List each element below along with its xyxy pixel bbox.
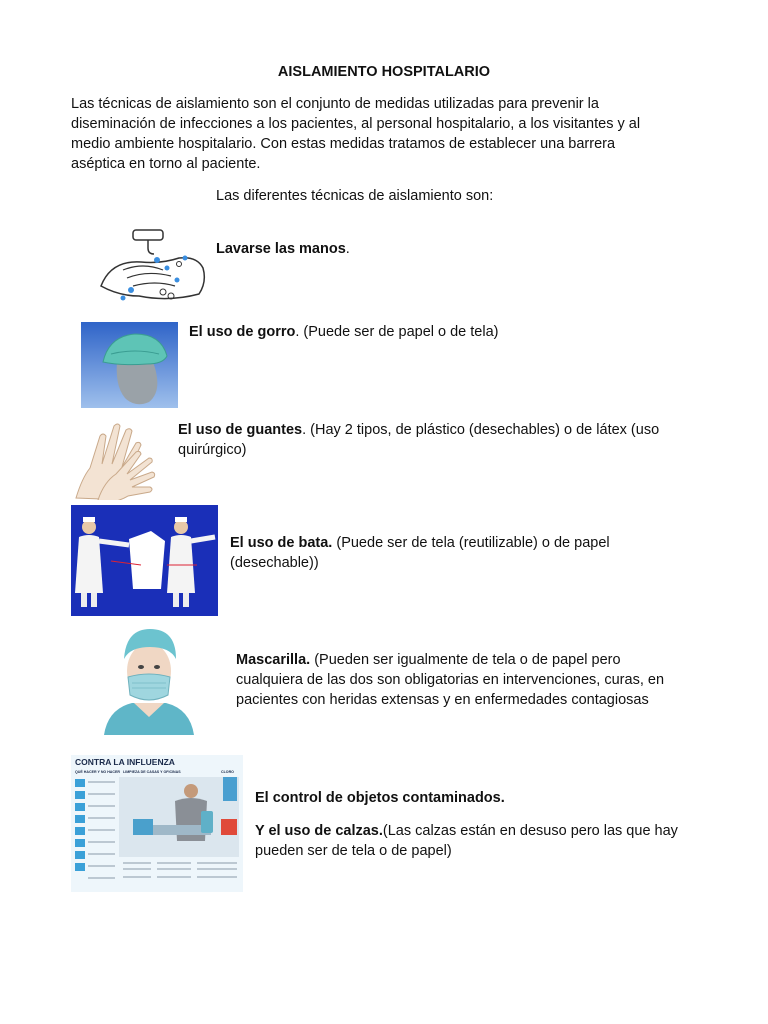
page-title: AISLAMIENTO HOSPITALARIO	[277, 64, 491, 80]
influenza-poster-image	[71, 755, 243, 892]
surgical-cap-image	[81, 322, 178, 408]
mask-image	[104, 627, 194, 735]
intro-paragraph: Las técnicas de aislamiento son el conjunto de medidas utilizadas para prevenir la diseminación de infecciones a los pacientes, al personal hospitalario, a los visitantes y al medio ambiente hospitalario. Con estas medidas tratamos de establecer una barrera aséptica en torno al paciente.	[71, 96, 641, 172]
list-intro: Las diferentes técnicas de aislamiento son:	[216, 188, 494, 204]
item-gloves: El uso de guantes. (Hay 2 tipos, de plástico (desechables) o de látex (uso quirúrgico)	[178, 422, 660, 458]
poster-col1: QUÉ HACER Y NO HACER	[75, 770, 120, 774]
item-shoe-covers: Y el uso de calzas.(Las calzas están en desuso pero las que hay pueden ser de tela o de papel)	[255, 823, 678, 859]
poster-col2: LIMPIEZA DE CASAS Y OFICINAS	[123, 770, 181, 774]
item-mask: Mascarilla. (Pueden ser igualmente de tela o de papel pero cualquiera de las dos son obligatorias en intervenciones, curas, en pacientes con heridas extensas y en enfermedades contagiosas	[236, 652, 665, 708]
item-cap: El uso de gorro. (Puede ser de papel o de tela)	[189, 324, 499, 340]
hand-washing-image	[93, 228, 209, 304]
gown-image	[71, 505, 218, 616]
item-gown: El uso de bata. (Puede ser de tela (reutilizable) o de papel (desechable))	[230, 535, 610, 571]
gloves-image	[72, 420, 168, 500]
item-hand-washing: Lavarse las manos.	[216, 241, 350, 257]
poster-heading: CONTRA LA INFLUENZA	[75, 757, 175, 767]
poster-col3: CLORO	[221, 770, 234, 774]
item-contaminated-objects: El control de objetos contaminados.	[255, 790, 505, 806]
